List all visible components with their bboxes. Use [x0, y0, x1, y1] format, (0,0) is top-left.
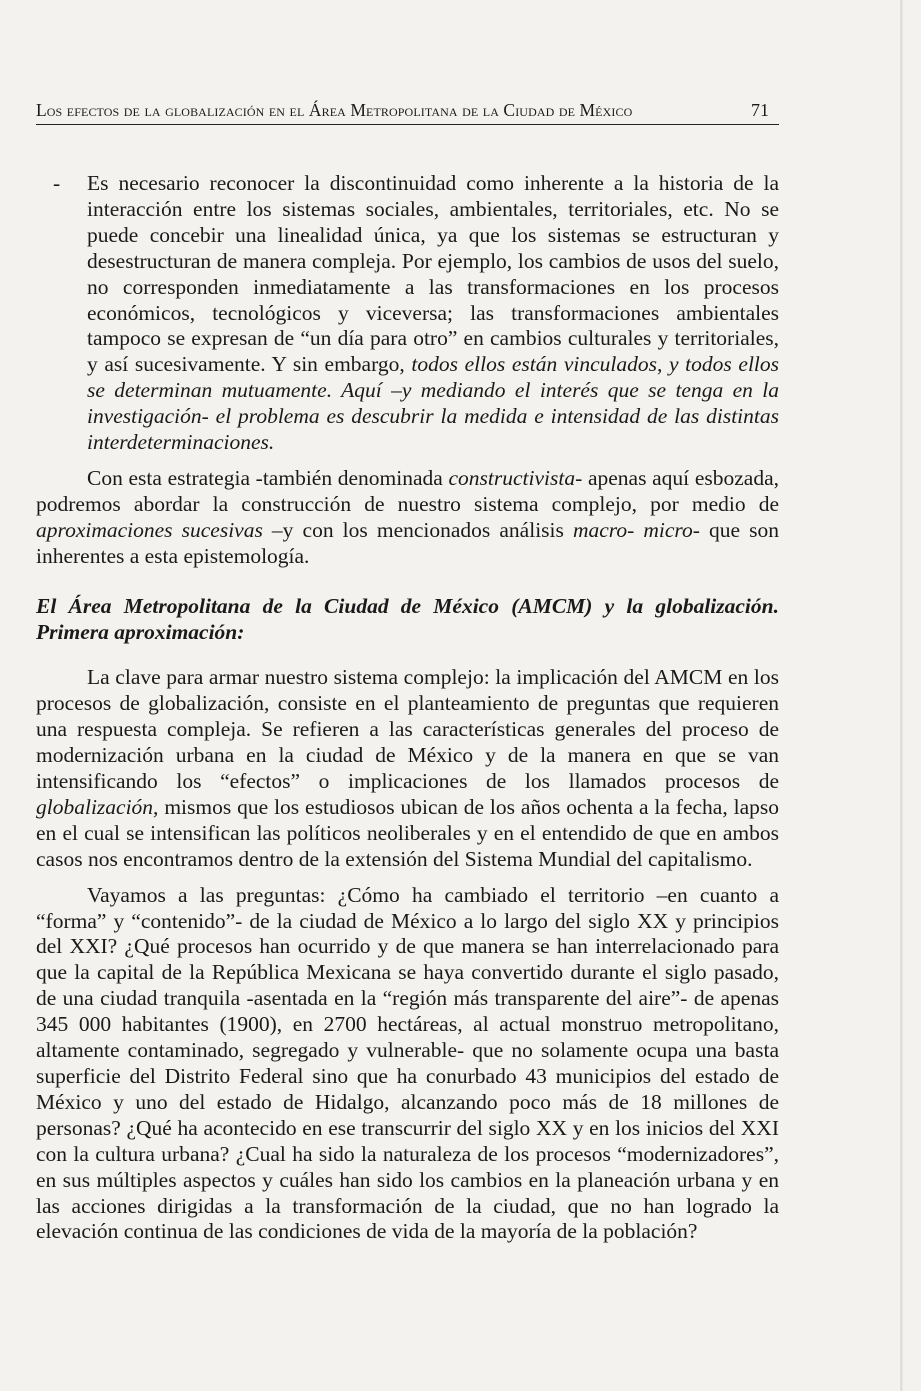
bullet-item [36, 171, 779, 456]
page-number: 71 [751, 100, 769, 120]
page-edge [900, 0, 903, 1391]
para1-text-4: que son inherentes a esta epistemología. [36, 517, 779, 568]
para1-text-3: –y con los mencionados análisis [262, 517, 573, 542]
header-title: Los efectos de la globalización en el Área Metropolitana de la Ciudad de México [36, 100, 633, 120]
bullet-text: Es necesario reconocer la discontinuidad como inherente a la historia de la interacción entre los sistemas sociales, ambientales, territoriales, etc. No se puede concebir una linealidad única, ya que los sistemas se estructuran y desestructuran de manera compleja. Por ejemplo, los cambios de usos del suelo, no corresponden inmediatamente a las transformaciones en los procesos económicos, tecnológicos y viceversa; las transformaciones ambientales tampoco se expresan de “un día para otro” en cambios culturales y territoriales, y así sucesivamente. Y sin embargo, [87, 171, 779, 377]
para2-italic-1: globalización, [36, 794, 159, 819]
para2-text-2: mismos que los estudiosos ubican de los años ochenta a la fecha, lapso en el cual se intensifican las políticos neoliberales y en el entendido de que en ambos casos nos encontramos dentro de la extensión del Sistema Mundial del capitalismo. [36, 794, 779, 871]
para2-text-1: La clave para armar nuestro sistema complejo: la implicación del AMCM en los procesos de globalización, consiste en el planteamiento de preguntas que requieren una respuesta compleja. Se refieren a las características generales del proceso de modernización urbana en la ciudad de México y de la manera en que se van intensificando los “efectos” o implicaciones de los llamados procesos de [36, 665, 779, 794]
bullet-dash: - [53, 171, 61, 195]
para1-text-2: apenas aquí esbozada, podremos abordar la construcción de nuestro sistema complejo, por medio de [36, 465, 779, 516]
bullet-italic-1: todos ellos están vinculados, y todos ellos se determinan mutuamente. [87, 352, 780, 403]
para1-italic-2: aproximaciones sucesivas [36, 517, 263, 542]
running-header [36, 100, 779, 125]
section-heading: El Área Metropolitana de la Ciudad de México (AMCM) y la globalización. Primera aproximación: [36, 593, 779, 644]
paragraph-preguntas: Vayamos a las preguntas: ¿Cómo ha cambiado el territorio –en cuanto a “forma” y “contenido”- de la ciudad de México a lo largo del siglo XX y principios del XXI? ¿Qué procesos han ocurrido y de que manera se han interrelacionado para que la capital de la República Mexicana se haya convertido durante el siglo pasado, de una ciudad tranquila -asentada en la “región más transparente del aire”- de apenas 345 000 habitantes (1900), en 2700 hectáreas, al actual monstruo metropolitano, altamente contaminado, segregado y vulnerable- que no solamente ocupa una basta superficie del Distrito Federal sino que ha conurbado 43 municipios del estado de México y uno del estado de Hidalgo, alcanzando poco más de 18 millones de personas? ¿Qué ha acontecido en ese transcurrir del siglo XX y en los inicios del XXI con la cultura urbana? ¿Cual ha sido la naturaleza de los procesos “modernizadores”, en sus múltiples aspectos y cuáles han sido los cambios en la planeación urbana y en las acciones dirigidas a la transformación de la ciudad, que no han logrado la elevación continua de las condiciones de vida de la mayoría de la población? [36, 882, 779, 1244]
page-body [36, 171, 779, 1245]
paragraph-strategy [36, 466, 779, 570]
para1-italic-3: macro- micro- [572, 517, 700, 542]
bullet-italic-2: Aquí –y mediando el interés que se tenga en la investigación- el problema es descubrir la medida e intensidad de las distintas interdeterminaciones. [87, 378, 780, 455]
paragraph-clave [36, 665, 779, 872]
para1-text-1: Con esta estrategia -también denominada [87, 465, 449, 490]
para1-italic-1: constructivista- [448, 465, 583, 490]
